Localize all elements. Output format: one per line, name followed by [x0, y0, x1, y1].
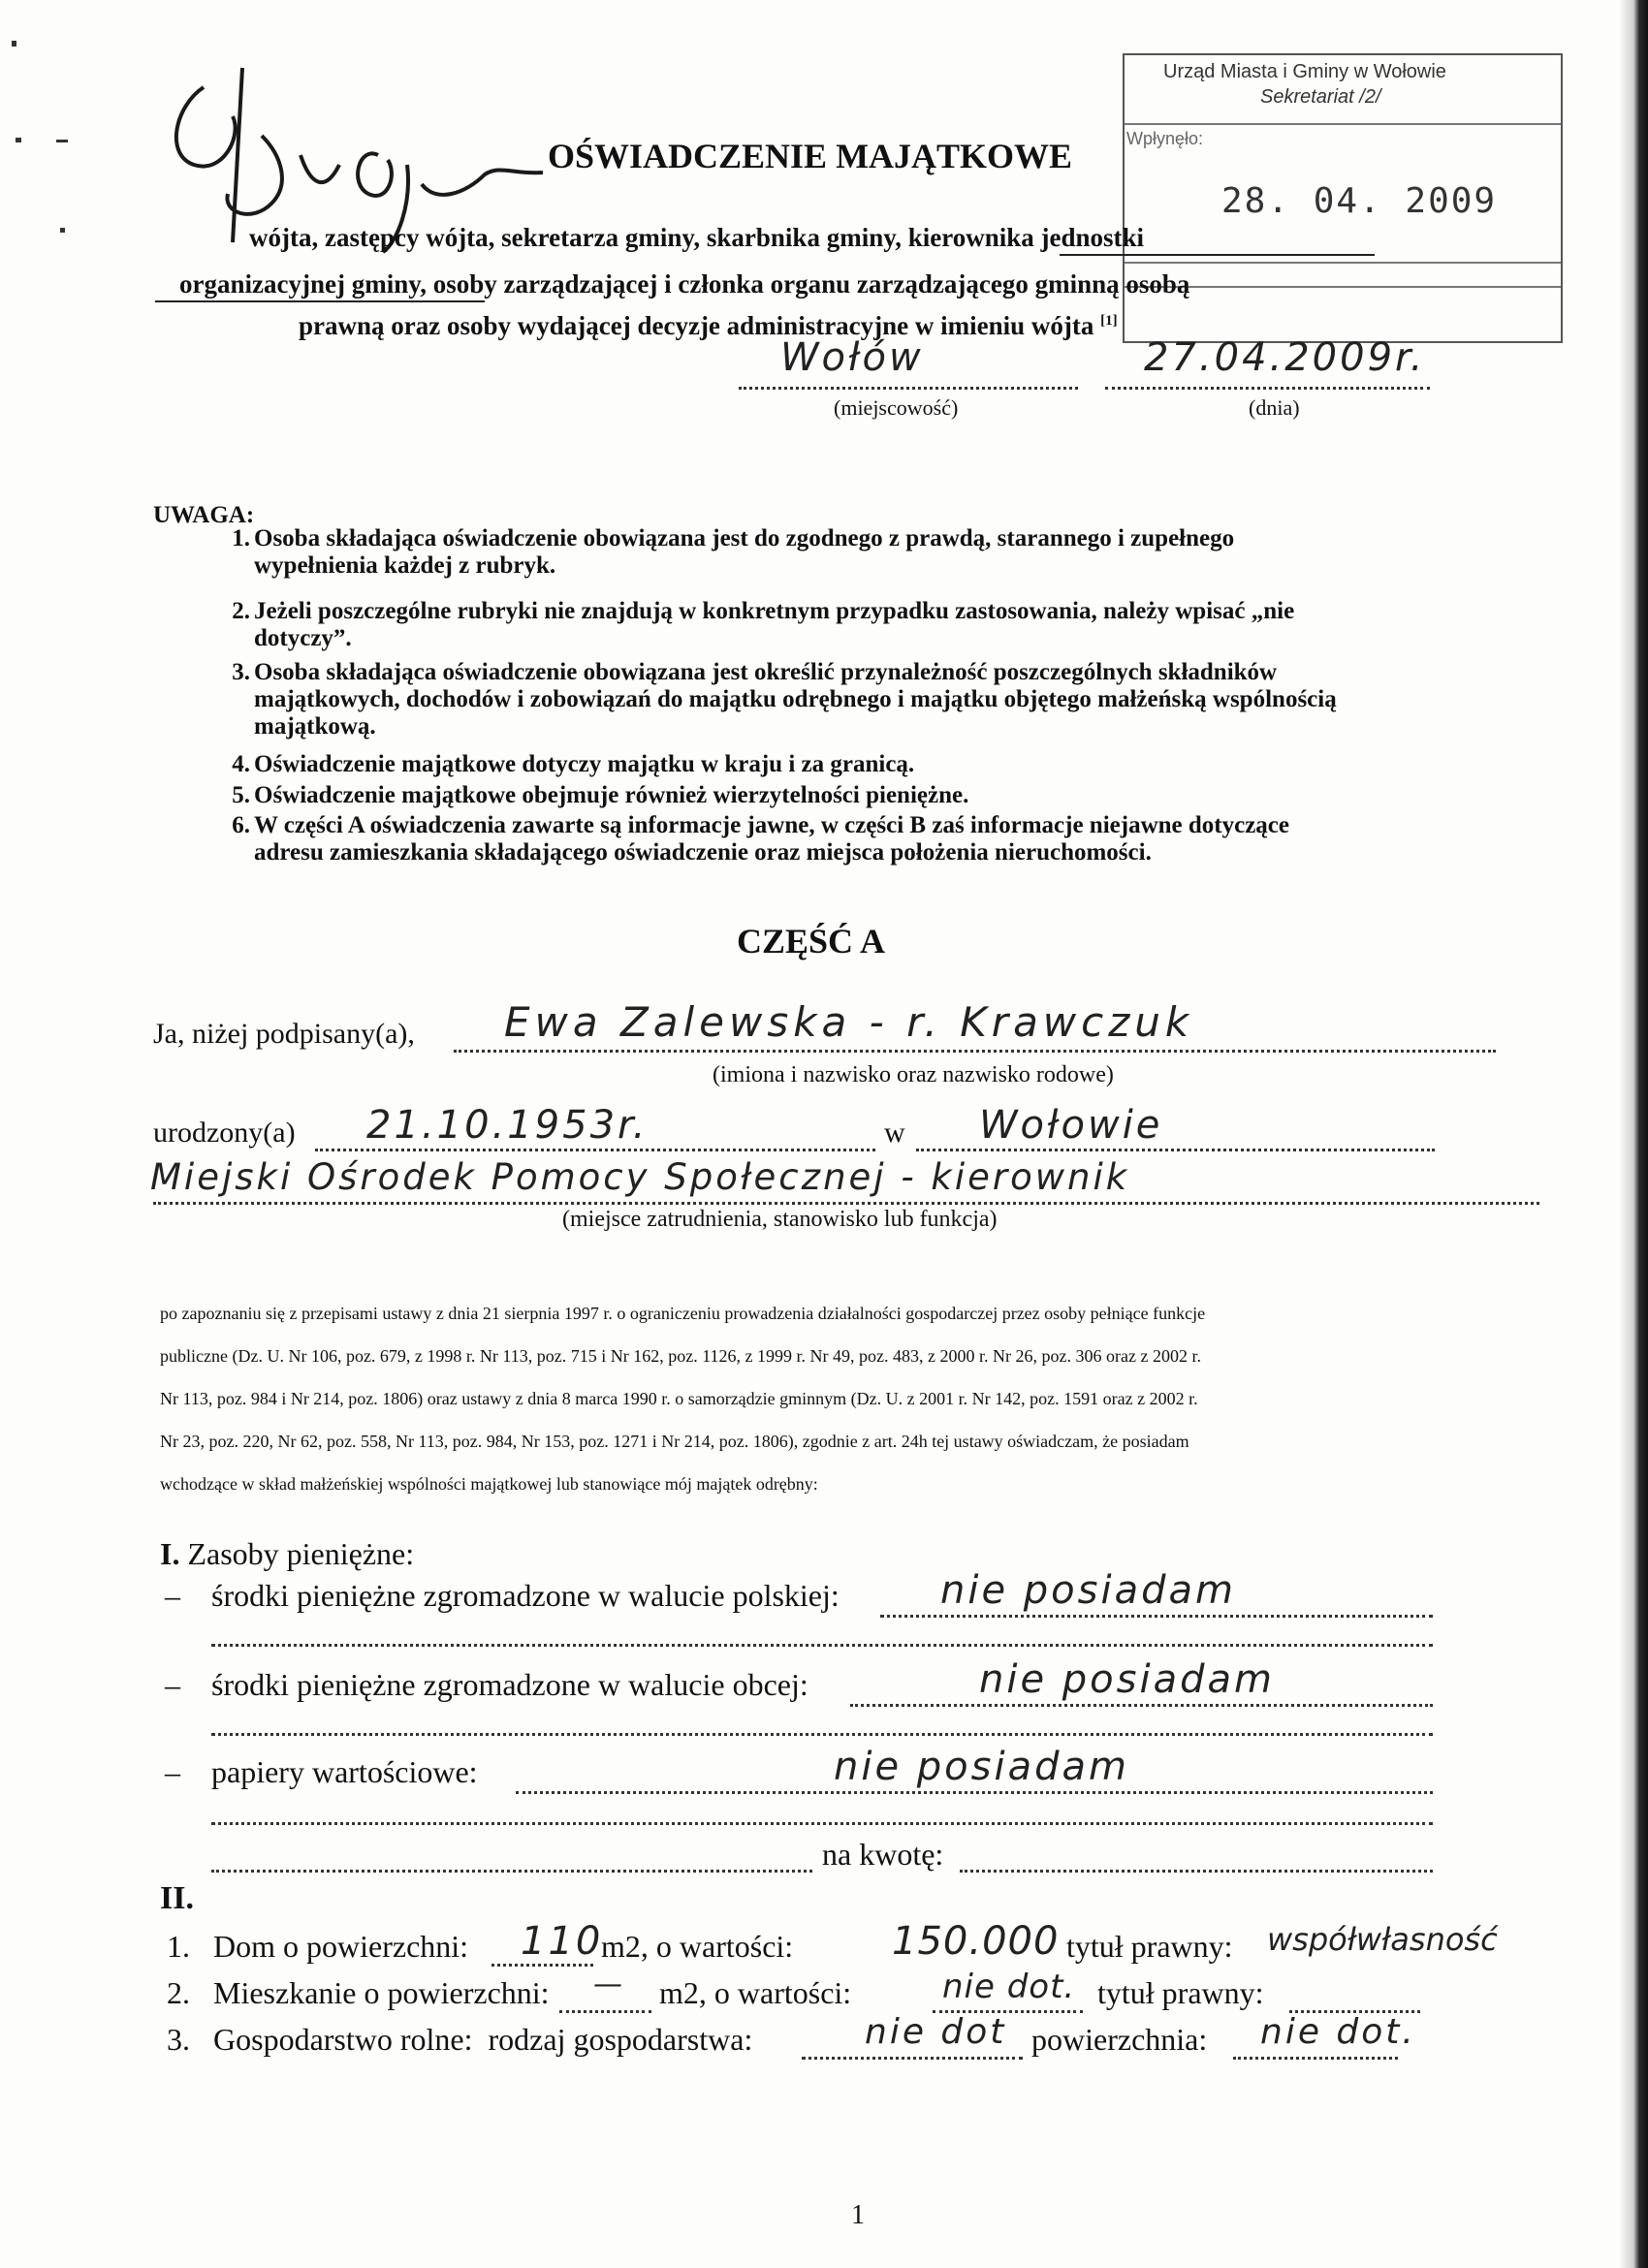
legal-line: Nr 23, poz. 220, Nr 62, poz. 558, Nr 113, poz. 984, Nr 153, poz. 1271 i Nr 214, poz. 1806), zgodnie z art. 24h tej ustawy oświadczam, że posiadam	[160, 1432, 1189, 1451]
property-row-house	[167, 1919, 1524, 1971]
header-underline-1	[1060, 254, 1375, 256]
house-unit-label: m2, o wartości:	[601, 1929, 794, 1964]
born-in-label: w	[884, 1117, 905, 1149]
notice-item	[232, 659, 1337, 740]
house-title-value: współwłasność	[1267, 1921, 1498, 1958]
section-2-numeral: II.	[160, 1880, 194, 1916]
notice-number: 5.	[232, 782, 250, 808]
flat-value: nie dot.	[942, 1968, 1076, 2006]
document-title: OŚWIADCZENIE MAJĄTKOWE	[548, 137, 1073, 175]
scan-edge	[1619, 0, 1648, 2268]
notice-text-line: Oświadczenie majątkowe obejmuje również wierzytelności pieniężne.	[254, 782, 969, 808]
header-line-2: organizacyjnej gminy, osoby zarządzającej i członka organu zarządzającego gminną osobą	[179, 269, 1190, 299]
notice-text-line: dotyczy”.	[254, 625, 352, 651]
notice-text-line: wypełnienia każdej z rubryk.	[254, 552, 556, 579]
part-a-heading: CZĘŚĆ A	[737, 922, 886, 961]
scan-speck	[16, 138, 21, 142]
flat-title-field	[1289, 1975, 1420, 2013]
list-dash: –	[165, 1578, 180, 1613]
registry-stamp	[1123, 53, 1563, 343]
list-dash: –	[165, 1754, 180, 1789]
notice-text-line: Oświadczenie majątkowe dotyczy majątku w kraju i za granicą.	[254, 751, 915, 777]
section-1-numeral: I.	[160, 1536, 180, 1571]
farm-area-value: nie dot.	[1260, 2012, 1416, 2052]
date-value: 27.04.2009r.	[1144, 335, 1426, 380]
house-area-label: Dom o powierzchni:	[213, 1929, 469, 1964]
securities-label: papiery wartościowe:	[211, 1754, 478, 1789]
house-title-label: tytuł prawny:	[1066, 1929, 1233, 1964]
pln-label: środki pieniężne zgromadzone w walucie polskiej:	[211, 1578, 840, 1613]
section-1-title: Zasoby pieniężne:	[187, 1536, 415, 1571]
section-1-heading	[160, 1536, 414, 1572]
amount-label: na kwotę:	[822, 1837, 944, 1872]
notice-text-line: Jeżeli poszczególne rubryki nie znajdują w konkretnym przypadku zastosowania, należy wpisać „nie	[254, 598, 1295, 624]
notice-number: 6.	[232, 812, 250, 838]
amount-field	[960, 1837, 1433, 1873]
header-line-3-text: prawną oraz osoby wydającej decyzje administracyjne w imieniu wójta	[299, 311, 1094, 340]
notice-number: 4.	[232, 751, 250, 777]
place-value: Wołów	[780, 335, 924, 380]
notice-text-line: majątkowych, dochodów i zobowiązań do majątku odrębnego i majątku objętego małżeńską wspólnością	[254, 686, 1337, 712]
securities-field-continuation	[211, 1787, 1433, 1825]
notice-text-line: Osoba składająca oświadczenie obowiązana jest określić przynależność poszczególnych składników	[254, 659, 1278, 685]
notice-text-line: majątkową.	[254, 713, 376, 740]
notice-item	[232, 812, 1289, 866]
date-caption: (dnia)	[1249, 395, 1300, 420]
pln-field-continuation	[211, 1609, 1433, 1647]
flat-area-label: Mieszkanie o powierzchni:	[213, 1975, 550, 2010]
farm-type-value: nie dot	[865, 2012, 1007, 2052]
amount-lead	[211, 1837, 812, 1873]
name-caption: (imiona i nazwisko oraz nazwisko rodowe)	[713, 1062, 1114, 1087]
farm-type-label: Gospodarstwo rolne: rodzaj gospodarstwa:	[213, 2022, 753, 2057]
row-number: 1.	[167, 1929, 190, 1964]
place-caption: (miejscowość)	[834, 395, 959, 420]
header-underline-2	[155, 300, 485, 302]
footnote-ref: [1]	[1100, 313, 1118, 329]
employment-caption: (miejsce zatrudnienia, stanowisko lub funkcja)	[562, 1207, 998, 1232]
notice-heading: UWAGA:	[153, 502, 255, 528]
house-area-value: 110	[521, 1919, 604, 1964]
notice-text-line: W części A oświadczenia zawarte są informacje jawne, w części B zaś informacje niejawne dotyczące	[254, 812, 1289, 838]
row-number: 3.	[167, 2022, 190, 2057]
born-date-value: 21.10.1953r.	[366, 1103, 649, 1148]
legal-line: publiczne (Dz. U. Nr 106, poz. 679, z 1998 r. Nr 113, poz. 715 i Nr 162, poz. 1126, z 1999 r. Nr 49, poz. 483, z 2000 r. Nr 26, poz. 306 oraz z 2002 r.	[160, 1346, 1201, 1366]
stamp-department: Sekretariat /2/	[1260, 86, 1381, 108]
foreign-value: nie posiadam	[979, 1657, 1275, 1702]
notice-item	[232, 782, 969, 809]
property-row-farm	[167, 2012, 1524, 2064]
header-line-3	[299, 311, 1118, 341]
foreign-label: środki pieniężne zgromadzone w walucie obcej:	[211, 1667, 808, 1702]
page-number: 1	[851, 2200, 865, 2230]
farm-area-label: powierzchnia:	[1031, 2022, 1208, 2057]
pln-value: nie posiadam	[940, 1568, 1236, 1613]
notice-text-line: adresu zamieszkania składającego oświadczenie oraz miejsca położenia nieruchomości.	[254, 839, 1152, 866]
born-label: urodzony(a)	[153, 1117, 296, 1149]
flat-title-label: tytuł prawny:	[1097, 1975, 1264, 2010]
legal-line: po zapoznaniu się z przepisami ustawy z dnia 21 sierpnia 1997 r. o ograniczeniu prowadzenia działalności gospodarczej przez osoby pełniące funkcje	[160, 1304, 1206, 1323]
legal-line: wchodzące w skład małżeńskiej wspólności majątkowej lub stanowiące mój majątek odrębny:	[160, 1474, 818, 1494]
born-place-value: Wołowie	[979, 1103, 1163, 1148]
name-value: Ewa Zalewska - r. Krawczuk	[504, 998, 1194, 1046]
list-dash: –	[165, 1667, 180, 1702]
employment-value: Miejski Ośrodek Pomocy Społecznej - kierownik	[150, 1156, 1130, 1198]
house-value: 150.000	[892, 1919, 1060, 1964]
notice-item	[232, 598, 1295, 652]
notice-item	[232, 525, 1235, 580]
flat-area-value: —	[593, 1968, 625, 2001]
flat-unit-label: m2, o wartości:	[659, 1975, 852, 2010]
name-label: Ja, niżej podpisany(a),	[153, 1018, 415, 1050]
stamp-received-date: 28. 04. 2009	[1221, 181, 1498, 221]
row-number: 2.	[167, 1975, 190, 2010]
notice-text-line: Osoba składająca oświadczenie obowiązana jest do zgodnego z prawdą, starannego i zupełnego	[254, 525, 1235, 551]
header-line-1: wójta, zastępcy wójta, sekretarza gminy, skarbnika gminy, kierownika jednostki	[249, 223, 1145, 252]
legal-line: Nr 113, poz. 984 i Nr 214, poz. 1806) oraz ustawy z dnia 8 marca 1990 r. o samorządzie gminnym (Dz. U. z 2001 r. Nr 142, poz. 1591 oraz z 2002 r.	[160, 1389, 1198, 1408]
notice-item	[232, 751, 915, 778]
notice-number: 2.	[232, 598, 250, 624]
notice-number: 1.	[232, 525, 250, 551]
securities-value: nie posiadam	[834, 1745, 1129, 1789]
scan-speck	[56, 140, 68, 142]
stamp-office: Urząd Miasta i Gminy w Wołowie	[1163, 61, 1446, 82]
scan-speck	[12, 41, 16, 47]
stamp-received-label: Wpłynęło:	[1126, 129, 1204, 148]
legal-basis	[160, 1299, 1205, 1498]
notice-number: 3.	[232, 659, 250, 685]
foreign-field-continuation	[211, 1698, 1433, 1736]
scan-speck	[60, 228, 65, 233]
